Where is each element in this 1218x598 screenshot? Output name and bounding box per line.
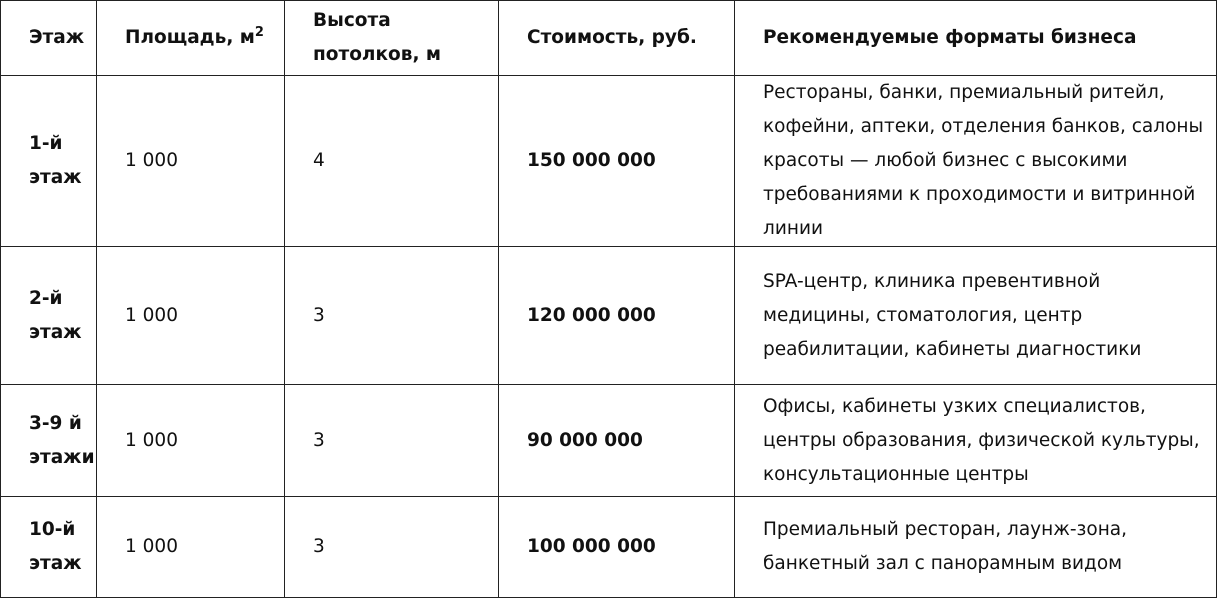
formats-cell: Премиальный ресторан, лаунж-зона, банкетный зал с панорамным видом — [735, 497, 1217, 598]
header-height-label: Высота потолков, м — [313, 10, 442, 65]
cost-cell: 120 000 000 — [499, 247, 735, 385]
height-cell: 3 — [285, 385, 499, 497]
cost-cell: 150 000 000 — [499, 76, 735, 247]
area-cell: 1 000 — [97, 247, 285, 385]
header-cost-label: Стоимость, руб. — [527, 27, 697, 48]
formats-cell: SPA-центр, клиника превентивной медицины, стоматология, центр реабилитации, кабинеты диагностики — [735, 247, 1217, 385]
header-height — [285, 1, 499, 76]
floor-cell: 10-й этаж — [1, 497, 97, 598]
table-row — [1, 247, 1217, 385]
height-cell: 3 — [285, 247, 499, 385]
header-area-superscript: 2 — [254, 24, 264, 40]
height-cell: 4 — [285, 76, 499, 247]
floor-cell: 2-й этаж — [1, 247, 97, 385]
area-cell: 1 000 — [97, 385, 285, 497]
header-floor — [1, 1, 97, 76]
header-area — [97, 1, 285, 76]
cost-cell: 100 000 000 — [499, 497, 735, 598]
floor-cell: 3-9 й этажи — [1, 385, 97, 497]
table-header-row — [1, 1, 1217, 76]
formats-cell: Офисы, кабинеты узких специалистов, центры образования, физической культуры, консультационные центры — [735, 385, 1217, 497]
header-area-label: Площадь, м — [125, 27, 255, 48]
header-floor-label: Этаж — [29, 27, 85, 48]
header-formats — [735, 1, 1217, 76]
floor-cell: 1-й этаж — [1, 76, 97, 247]
table-row — [1, 497, 1217, 598]
area-cell: 1 000 — [97, 76, 285, 247]
header-formats-label: Рекомендуемые форматы бизнеса — [763, 27, 1137, 48]
table-row — [1, 385, 1217, 497]
header-cost — [499, 1, 735, 76]
formats-cell: Рестораны, банки, премиальный ритейл, кофейни, аптеки, отделения банков, салоны красоты — любой бизнес с высокими требованиями к проходимости и витринной линии — [735, 76, 1217, 247]
table-row — [1, 76, 1217, 247]
height-cell: 3 — [285, 497, 499, 598]
area-cell: 1 000 — [97, 497, 285, 598]
cost-cell: 90 000 000 — [499, 385, 735, 497]
